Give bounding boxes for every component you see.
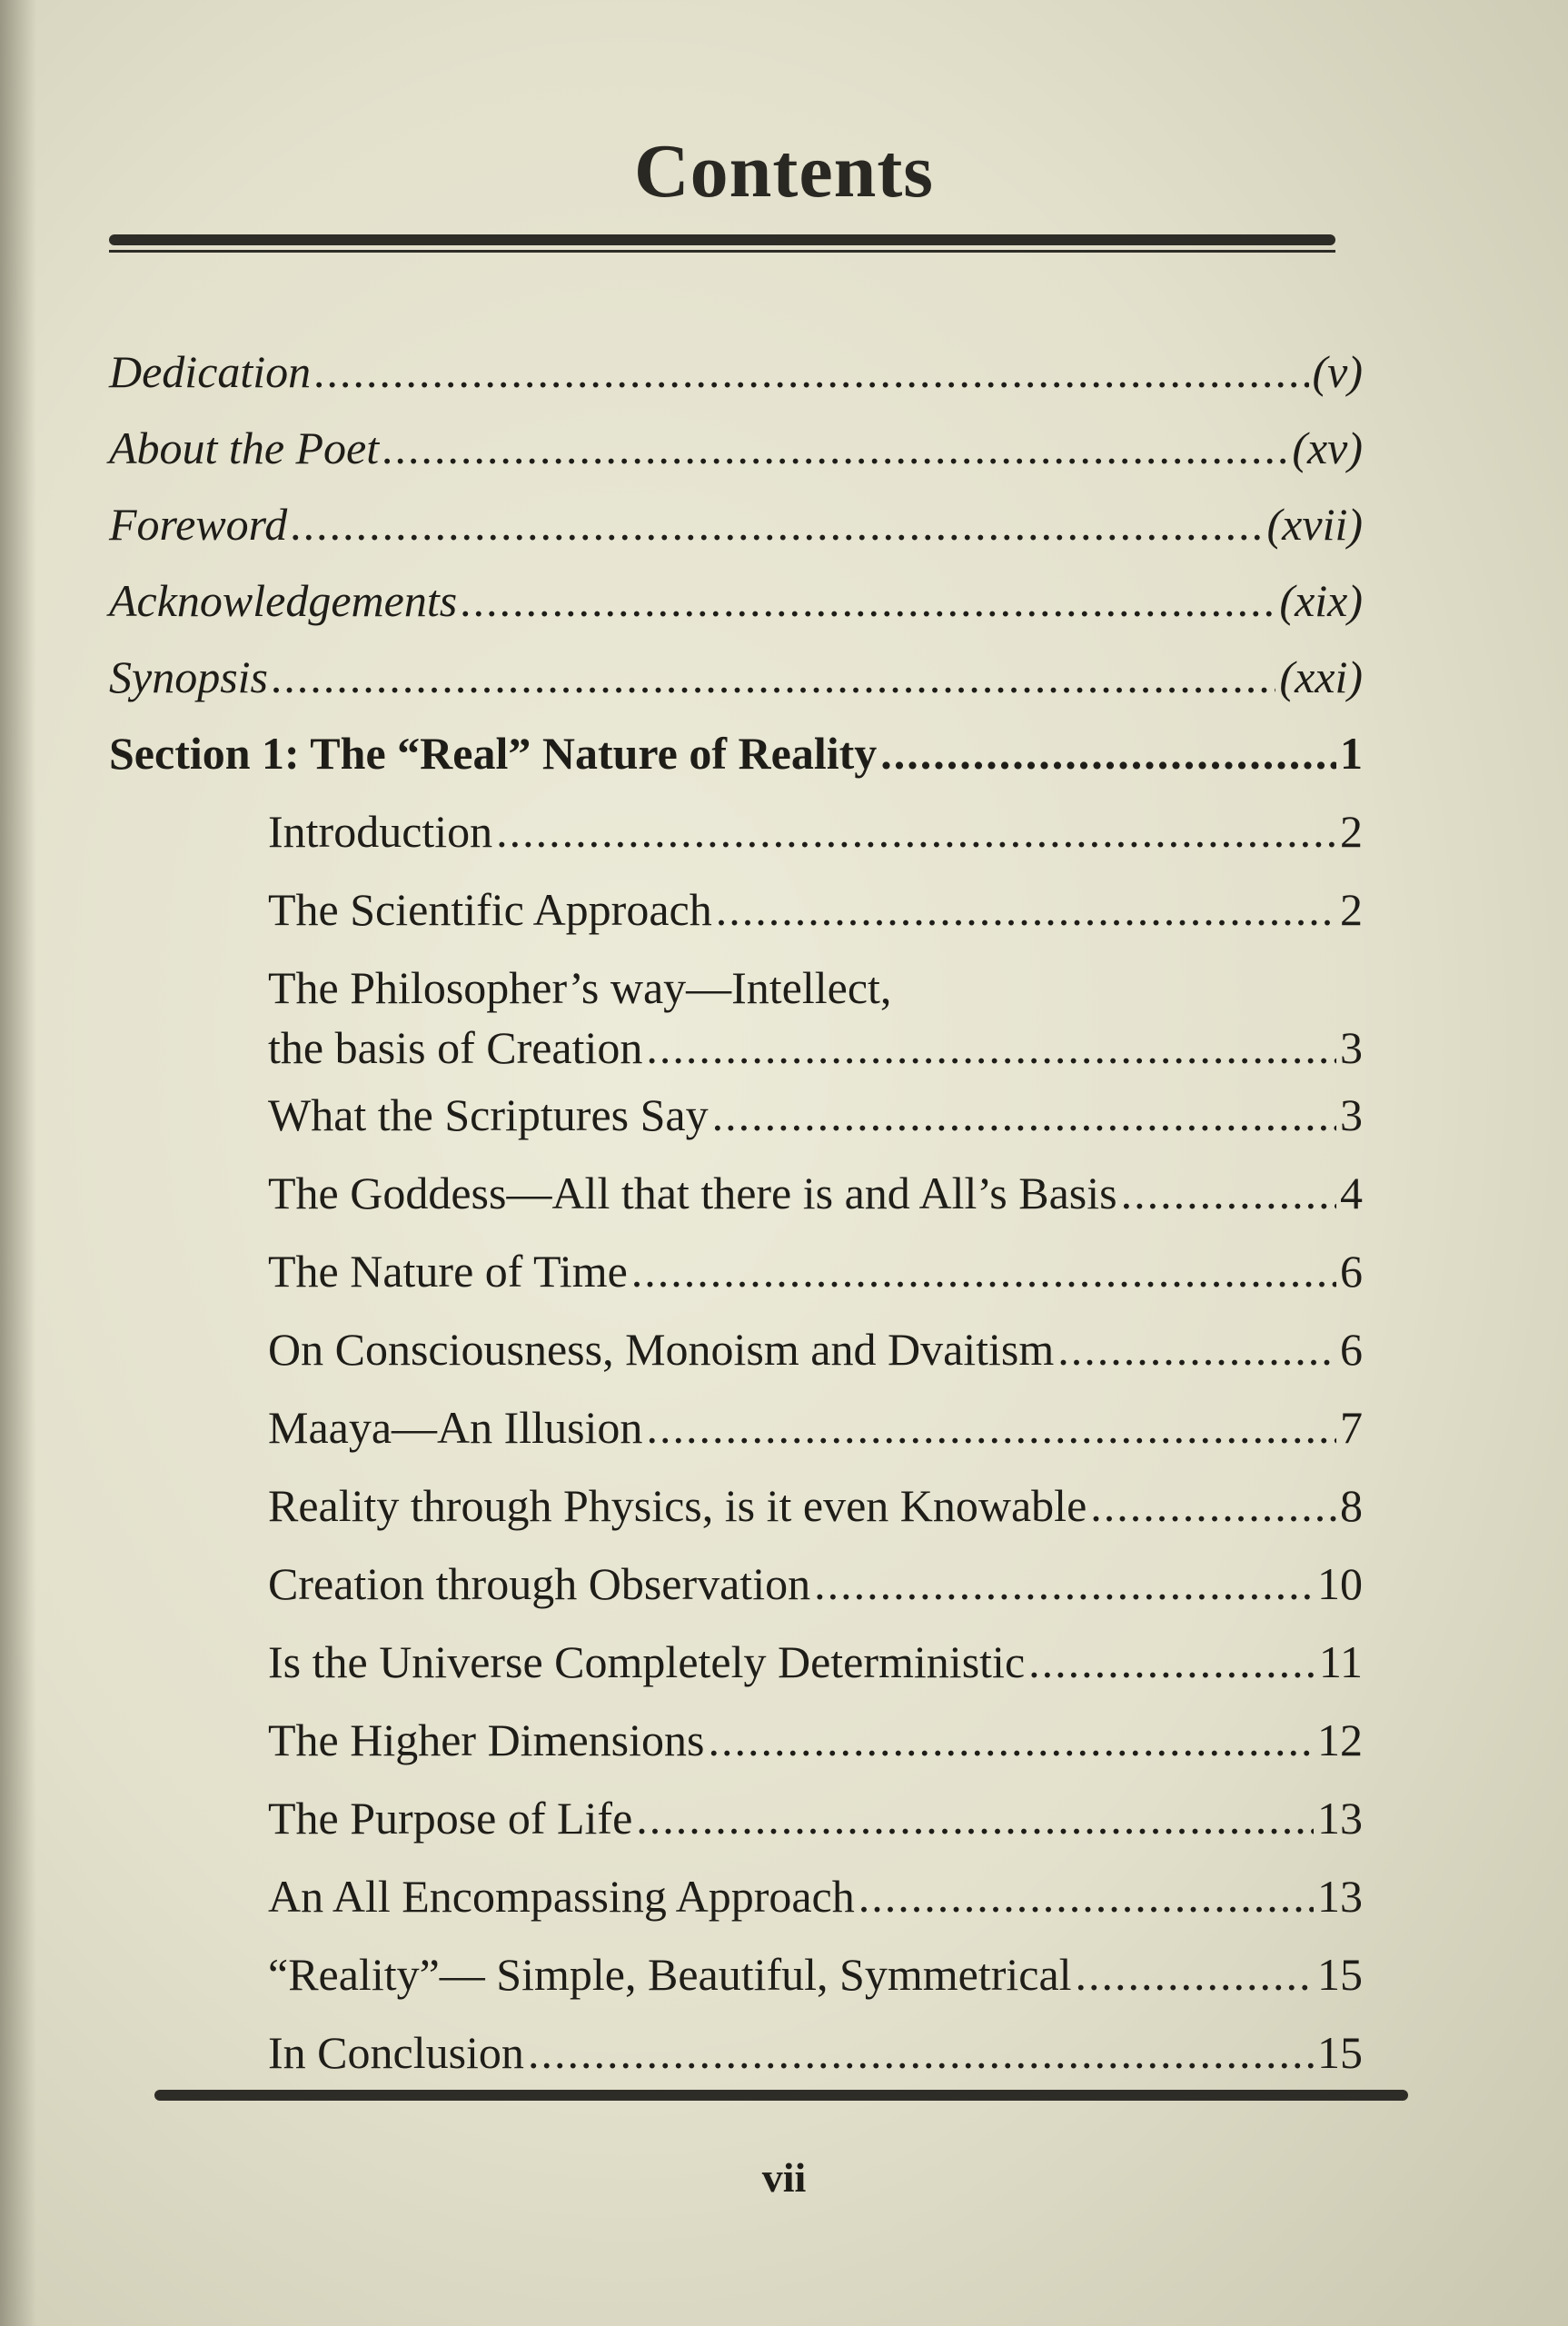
toc-entry-label: An All Encompassing Approach <box>268 1871 855 1922</box>
dot-leader <box>646 1021 1336 1074</box>
toc-section-heading <box>109 727 1363 805</box>
footer-rule-thick <box>154 2090 1408 2101</box>
toc-entry-label: Synopsis <box>109 651 268 702</box>
toc-entry <box>109 1557 1363 1635</box>
toc-entry-page: 12 <box>1317 1715 1363 1765</box>
toc-entry-label: Reality through Physics, is it even Knowable <box>268 1480 1087 1531</box>
toc-entry <box>109 883 1363 961</box>
toc-section-page: 1 <box>1340 728 1363 779</box>
dot-leader <box>291 498 1263 551</box>
toc-entry-label: In Conclusion <box>268 2027 524 2078</box>
toc-entry-page: 2 <box>1340 806 1363 857</box>
dot-leader <box>461 574 1275 627</box>
page-number: vii <box>761 2154 807 2201</box>
toc-entry-label-line1: The Philosopher’s way—Intellect, <box>268 962 892 1013</box>
toc-entry-page: 6 <box>1340 1246 1363 1297</box>
dot-leader <box>496 805 1336 858</box>
toc-entry-page: 13 <box>1317 1871 1363 1922</box>
toc-entry-label: The Goddess—All that there is and All’s Basis <box>268 1168 1117 1218</box>
page-edge-shadow <box>0 0 36 2326</box>
dot-leader <box>382 422 1288 474</box>
toc-entry-label: Dedication <box>109 346 312 397</box>
dot-leader <box>1076 1948 1314 2001</box>
toc-entry-dedication <box>109 345 1363 422</box>
toc-entry <box>109 1870 1363 1948</box>
toc-entry-label: the basis of Creation <box>268 1022 643 1073</box>
toc-entry-acknowledgements <box>109 574 1363 651</box>
dot-leader <box>716 883 1336 936</box>
toc-entry-page: 8 <box>1340 1480 1363 1531</box>
toc-entry-label: The Nature of Time <box>268 1246 628 1297</box>
toc-entry-page: (xxi) <box>1279 651 1363 702</box>
toc-entry-label: Is the Universe Completely Deterministic <box>268 1636 1026 1687</box>
toc-entry-about-the-poet <box>109 422 1363 498</box>
dot-leader <box>272 651 1275 703</box>
toc-entry-page: 3 <box>1340 1089 1363 1140</box>
dot-leader <box>1028 1635 1315 1688</box>
dot-leader <box>858 1870 1314 1923</box>
toc-entry-label: Foreword <box>109 499 288 550</box>
toc-entry-label: What the Scriptures Say <box>268 1089 709 1140</box>
toc-entry-page: (xix) <box>1279 575 1363 626</box>
toc-entry-label: About the Poet <box>109 422 380 473</box>
toc-section-label: Section 1: The “Real” Nature of Reality <box>109 728 878 779</box>
page-title: Contents <box>633 129 934 214</box>
toc-entry-label: “Reality”— Simple, Beautiful, Symmetrical <box>268 1949 1072 2000</box>
toc-entry-label: Creation through Observation <box>268 1558 811 1609</box>
toc-entry-page: 13 <box>1317 1793 1363 1844</box>
dot-leader <box>814 1557 1314 1610</box>
dot-leader <box>880 727 1336 780</box>
toc-entry <box>109 1245 1363 1323</box>
toc-entry-page: 3 <box>1340 1022 1363 1073</box>
toc-entry-page: (xvii) <box>1266 499 1363 550</box>
toc-entry-label: The Scientific Approach <box>268 884 712 935</box>
toc-entry-label: The Purpose of Life <box>268 1793 633 1844</box>
toc-entry-two-line <box>109 961 1363 1088</box>
dot-leader <box>528 2026 1314 2079</box>
toc-entry-page: (v) <box>1312 346 1363 397</box>
toc-entry-page: (xv) <box>1292 422 1363 473</box>
toc-entry <box>109 1635 1363 1714</box>
title-rule-thin <box>109 250 1335 253</box>
toc-entry <box>109 805 1363 883</box>
toc-entry <box>109 1792 1363 1870</box>
dot-leader <box>646 1401 1336 1454</box>
toc-entry-label: On Consciousness, Monoism and Dvaitism <box>268 1324 1055 1375</box>
toc-entry-line2 <box>268 1021 1363 1074</box>
toc-entry-page: 2 <box>1340 884 1363 935</box>
dot-leader <box>1090 1479 1336 1532</box>
dot-leader <box>314 345 1308 398</box>
footer-rule <box>154 2090 1408 2101</box>
toc-entry <box>109 1714 1363 1792</box>
toc-entry-page: 15 <box>1317 2027 1363 2078</box>
table-of-contents <box>109 345 1363 2104</box>
toc-entry-page: 7 <box>1340 1402 1363 1453</box>
toc-entry <box>109 1088 1363 1167</box>
dot-leader <box>712 1088 1336 1141</box>
toc-entry <box>109 1323 1363 1401</box>
toc-entry-page: 11 <box>1318 1636 1363 1687</box>
toc-entry-synopsis <box>109 651 1363 727</box>
toc-entry <box>109 1948 1363 2026</box>
toc-entry-label: Acknowledgements <box>109 575 458 626</box>
dot-leader <box>631 1245 1336 1297</box>
toc-entry-page: 10 <box>1317 1558 1363 1609</box>
toc-entry <box>109 1167 1363 1245</box>
title-rule-thick <box>109 234 1335 245</box>
toc-entry-page: 6 <box>1340 1324 1363 1375</box>
dot-leader <box>708 1714 1314 1766</box>
toc-entry-label: The Higher Dimensions <box>268 1715 705 1765</box>
dot-leader <box>1057 1323 1336 1376</box>
toc-entry-label: Maaya—An Illusion <box>268 1402 643 1453</box>
title-rule <box>109 234 1335 253</box>
toc-entry <box>109 1479 1363 1557</box>
toc-entry <box>109 1401 1363 1479</box>
dot-leader <box>636 1792 1314 1844</box>
dot-leader <box>1121 1167 1336 1219</box>
toc-entry-label: Introduction <box>268 806 493 857</box>
toc-entry-foreword <box>109 498 1363 574</box>
toc-entry-page: 15 <box>1317 1949 1363 2000</box>
toc-entry-page: 4 <box>1340 1168 1363 1218</box>
